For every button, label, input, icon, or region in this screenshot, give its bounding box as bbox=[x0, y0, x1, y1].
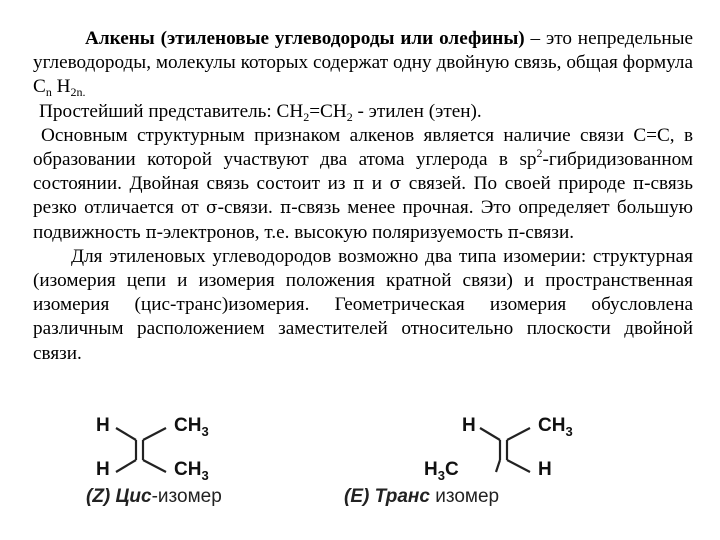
bond-line bbox=[507, 460, 530, 472]
sigma-symbol: σ bbox=[389, 174, 402, 195]
atom-label: H bbox=[96, 415, 110, 436]
bond-line bbox=[480, 428, 500, 440]
trans-caption: (E) Транс изомер bbox=[344, 486, 500, 507]
pi-symbol: π bbox=[632, 174, 645, 195]
text-block bbox=[33, 27, 693, 366]
paragraph-isomerism: Для этиленовых углеводородов возможно два типа изомерии: структурная (изомерия цепи и изомерия положения кратной связи) и пространственная изомерия (цис-транс)изомерия. Геометрическая изомерия обусловлена различным расположением заместителей относительно плоскости двойной связи. bbox=[33, 245, 693, 364]
atom-label: H bbox=[462, 415, 476, 436]
atom-label: H bbox=[538, 459, 552, 480]
paragraph-structural-feature: Основным структурным признаком алкенов является наличие связи C=C, в образовании которой участвуют два атома углерода в $sp^2$-гибридизованном состоянии. Двойная связь состоит из π и σ связей. По своей природе π-связь резко отличается от σ-связи. π-связь менее прочная. Это определяет большую подвижность π-электронов, т.е. высокую поляризуемость π-связи. bbox=[33, 124, 694, 243]
atom-label: $CH_3$ bbox=[538, 415, 573, 439]
pi-symbol: π bbox=[507, 222, 519, 243]
pi-symbol: π bbox=[280, 198, 292, 219]
atom-label: H bbox=[96, 459, 110, 480]
atom-label: $H_3C$ bbox=[424, 459, 459, 483]
paragraph-simplest-representative: Простейший представитель: $CH_2=CH_2$ - этилен (этен). bbox=[39, 100, 482, 124]
sigma-symbol: σ bbox=[206, 198, 218, 219]
bond-line bbox=[507, 428, 530, 440]
cis-caption: (Z) Цис-изомер bbox=[86, 486, 222, 507]
bond-line bbox=[116, 428, 136, 440]
bond-line bbox=[496, 460, 500, 472]
bond-line bbox=[143, 428, 166, 440]
definition-term: Алкены (этиленовые углеводороды или олефины) bbox=[85, 28, 525, 49]
pi-symbol: π bbox=[353, 174, 365, 195]
bond-line bbox=[143, 460, 166, 472]
pi-symbol: π bbox=[145, 222, 157, 243]
paragraph-definition: Алкены (этиленовые углеводороды или олефины) – это непредельные углеводороды, молекулы которых содержат одну двойную связь, общая формула $C_n$ $H_{2n.}$ bbox=[33, 28, 693, 100]
atom-label: $CH_3$ bbox=[174, 459, 209, 483]
bond-line bbox=[116, 460, 136, 472]
atom-label: $CH_3$ bbox=[174, 415, 209, 439]
